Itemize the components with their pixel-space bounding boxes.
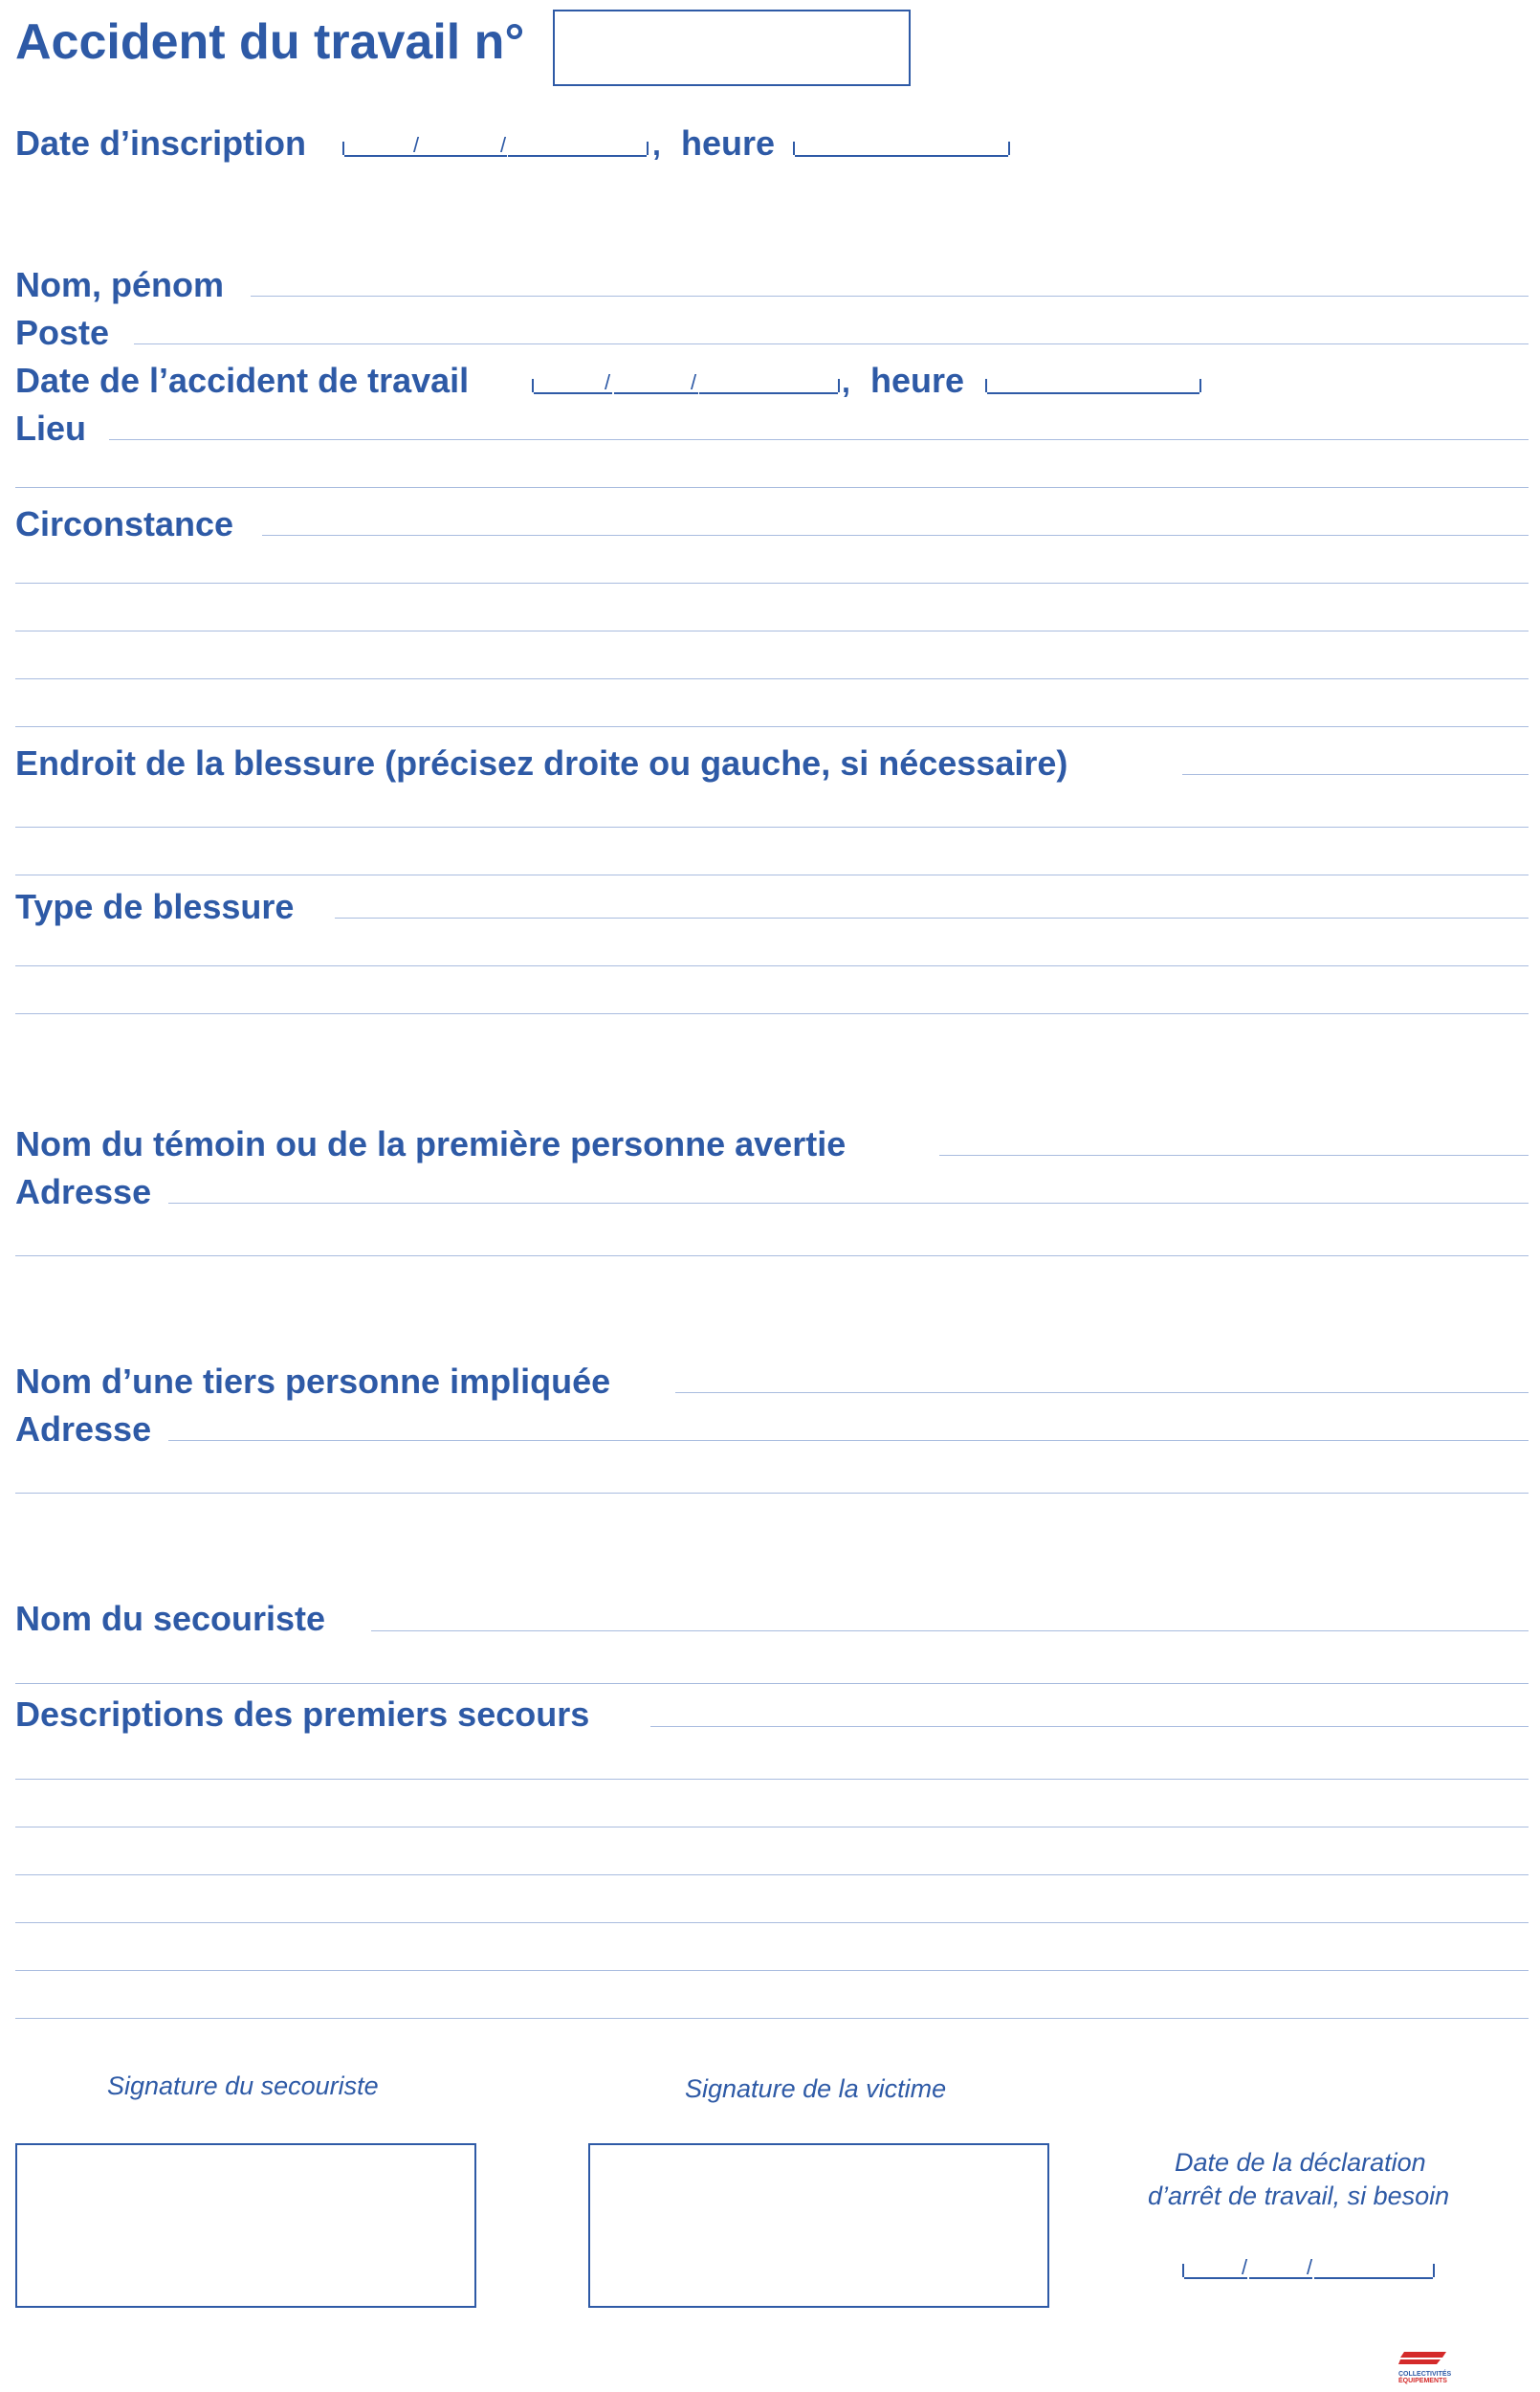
witness-name-label: Nom du témoin ou de la première personne avertie (15, 1124, 847, 1163)
witness-address-line[interactable] (168, 1203, 1529, 1204)
name-line[interactable] (251, 296, 1529, 297)
accident-number-field[interactable] (553, 10, 911, 86)
first-aider-name-line[interactable] (371, 1630, 1529, 1631)
circumstance-label: Circonstance (15, 504, 234, 543)
third-party-name-label: Nom d’une tiers personne impliquée (15, 1362, 611, 1401)
logo-mark-icon (1398, 2352, 1460, 2365)
injury-location-line[interactable] (1182, 774, 1529, 775)
registration-time-label: heure (681, 123, 776, 163)
place-line-2[interactable] (15, 487, 1529, 488)
accident-time-label: heure (870, 361, 965, 400)
witness-address-label: Adresse (15, 1172, 152, 1211)
first-aid-description-label: Descriptions des premiers secours (15, 1694, 590, 1734)
position-label: Poste (15, 313, 110, 352)
circumstance-line-5[interactable] (15, 726, 1529, 727)
logo-text-line1: COLLECTIVITÉS (1398, 2371, 1452, 2378)
sick-leave-label-line1: Date de la déclaration (1175, 2148, 1426, 2177)
injury-type-line-3[interactable] (15, 1013, 1529, 1014)
signature-victim-box[interactable] (588, 2143, 1049, 2308)
witness-name-line[interactable] (939, 1155, 1529, 1156)
injury-location-line-2[interactable] (15, 827, 1529, 828)
first-aider-name-line-2[interactable] (15, 1683, 1529, 1684)
first-aid-line-6[interactable] (15, 1970, 1529, 1971)
signature-victim-label: Signature de la victime (685, 2074, 947, 2103)
registration-date-label: Date d’inscription (15, 123, 307, 163)
logo-text-line2: ÉQUIPEMENTS (1398, 2378, 1447, 2384)
injury-type-line-2[interactable] (15, 965, 1529, 966)
first-aid-line-5[interactable] (15, 1922, 1529, 1923)
first-aid-line-7[interactable] (15, 2018, 1529, 2019)
third-party-name-line[interactable] (675, 1392, 1529, 1393)
injury-type-label: Type de blessure (15, 887, 295, 926)
first-aid-line-4[interactable] (15, 1874, 1529, 1875)
brand-logo (1398, 2352, 1460, 2390)
name-label: Nom, pénom (15, 265, 225, 304)
witness-address-line-2[interactable] (15, 1255, 1529, 1256)
first-aid-line[interactable] (650, 1726, 1529, 1727)
place-label: Lieu (15, 409, 87, 448)
third-party-address-line-2[interactable] (15, 1493, 1529, 1494)
circumstance-line-4[interactable] (15, 678, 1529, 679)
third-party-address-line[interactable] (168, 1440, 1529, 1441)
position-line[interactable] (134, 343, 1529, 344)
injury-type-line[interactable] (335, 918, 1529, 919)
circumstance-line[interactable] (262, 535, 1529, 536)
sick-leave-label-line2: d’arrêt de travail, si besoin (1148, 2182, 1450, 2210)
third-party-address-label: Adresse (15, 1409, 152, 1449)
accident-date-label: Date de l’accident de travail (15, 361, 470, 400)
place-line[interactable] (109, 439, 1529, 440)
injury-location-label: Endroit de la blessure (précisez droite ou gauche, si nécessaire) (15, 743, 1068, 783)
circumstance-line-2[interactable] (15, 583, 1529, 584)
form-title: Accident du travail n° (15, 14, 525, 70)
signature-first-aider-label: Signature du secouriste (107, 2071, 379, 2100)
first-aid-line-2[interactable] (15, 1779, 1529, 1780)
first-aider-name-label: Nom du secouriste (15, 1599, 326, 1638)
signature-first-aider-box[interactable] (15, 2143, 476, 2308)
